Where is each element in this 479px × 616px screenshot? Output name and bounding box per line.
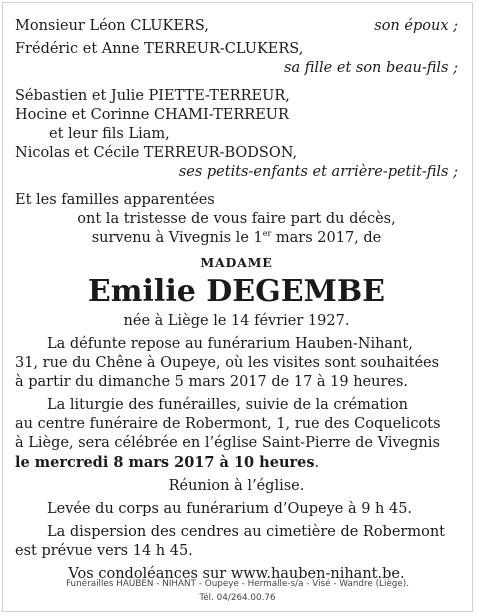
funeral-home-footer [3,577,472,605]
announce-line-1: ont la tristesse de vous faire part du décès, [77,211,396,227]
grandchild-2: Hocine et Corinne CHAMI-TERREUR [15,107,289,123]
spouse-row [15,17,458,36]
grandchildren-role: ses petits-enfants et arrière-petit-fils ; [178,164,458,180]
p2-line-4 [15,453,458,473]
liturgy-date: le mercredi 8 mars 2017 à 10 heures [15,454,315,471]
announce-line-2-post: mars 2017, de [271,230,382,246]
grandchild-3: Nicolas et Cécile TERREUR-BODSON, [15,145,298,161]
p3-line-2: est prévue vers 14 h 45. [15,543,193,559]
deceased-born: née à Liège le 14 février 1927. [123,313,350,329]
announce-line-2 [15,229,458,248]
p2-line-4-end: . [314,455,320,471]
p2-line-3: à Liège, sera célébrée en l’église Saint-Pierre de Vivegnis [15,435,440,451]
paragraph-liturgy [15,396,458,473]
paragraph-rest [15,335,458,392]
p1-line-3: à partir du dimanche 5 mars 2017 de 17 à 19 heures. [15,374,409,390]
p1-line-1: La défunte repose au funérarium Hauben-Nihant, [47,336,413,352]
footer-line-2: Tél. 04/264.00.76 [199,593,276,603]
families-line: Et les familles apparentées [15,192,215,208]
p1-line-2: 31, rue du Chêne à Oupeye, où les visites sont souhaitées [15,355,440,371]
condolences-line: Vos condoléances sur www.hauben-nihant.be. [68,566,405,582]
reunion-line: Réunion à l’église. [168,478,305,494]
p3-line-1: La dispersion des cendres au cimetière de Robermont [47,524,445,540]
obituary-notice [2,2,473,612]
footer-line-1: Funérailles HAUBEN - NIHANT - Oupeye - Hermalle-s/a - Visé - Wandre (Liège). [65,579,410,589]
levee-line: Levée du corps au funérarium d’Oupeye à 9 h 45. [47,501,413,517]
p2-line-2: au centre funéraire de Robermont, 1, rue des Coquelicots [15,416,441,432]
daughter-role: sa fille et son beau-fils ; [284,60,458,76]
spouse-role: son époux ; [374,18,458,34]
spouse-name: Monsieur Léon CLUKERS, [15,18,209,34]
deceased-title: MADAME [200,255,273,270]
deceased-name: Emilie DEGEMBE [87,274,386,309]
paragraph-dispersion [15,523,458,561]
p2-line-1: La liturgie des funérailles, suivie de la crémation [47,397,408,413]
announce-line-2-pre: survenu à Vivegnis le 1 [91,230,263,246]
daughter-name: Frédéric et Anne TERREUR-CLUKERS, [15,41,304,57]
grandchild-1: Sébastien et Julie PIETTE-TERREUR, [15,88,290,104]
great-grandchild: et leur fils Liam, [49,126,170,142]
announce-line-2-sup: er [262,229,272,239]
